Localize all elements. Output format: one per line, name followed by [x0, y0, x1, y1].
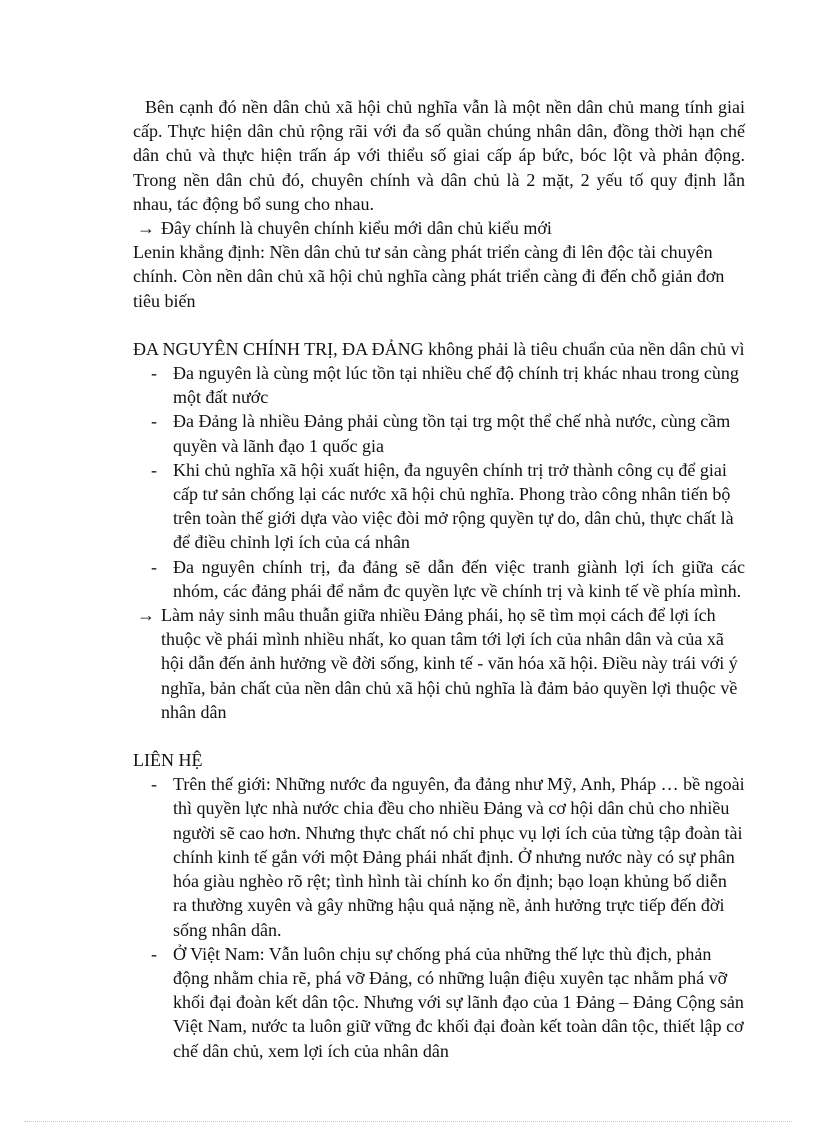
intro-paragraph: Bên cạnh đó nền dân chủ xã hội chủ nghĩa vẫn là một nền dân chủ mang tính giai cấp. Thực hiện dân chủ rộng rãi với đa số quần chúng nhân dân, đồng thời hạn chế dân chủ và thực hiện trấn áp với thiểu số giai cấp áp bức, bóc lột và phản động. Trong nền dân chủ đó, chuyên chính và dân chủ là 2 mặt, 2 yếu tố quy định lẫn nhau, tác động bổ sung cho nhau. — [133, 97, 745, 214]
dash-bullet-icon: - — [151, 556, 157, 577]
list-item-text: Trên thế giới: Những nước đa nguyên, đa đảng như Mỹ, Anh, Pháp … bề ngoài thì quyền lực nhà nước chia đều cho nhiều Đảng và cơ hội dân chủ cho nhiều người sẽ cao hơn. Nhưng thực chất nó chỉ phục vụ lợi ích của từng tập đoàn tài chính kinh tế gắn với một Đảng phái nhất định. Ở nhưng nước này có sự phân hóa giàu nghèo rõ rệt; tình hình tài chính ko ổn định; bạo loạn khủng bố diễn ra thường xuyên và gây những hậu quả nặng nề, ảnh hưởng trực tiếp đến đời sống nhân dân. — [173, 774, 745, 940]
list-item — [133, 409, 745, 457]
multiparty-list — [133, 361, 745, 603]
list-item-text: Ở Việt Nam: Vẫn luôn chịu sự chống phá của những thế lực thù địch, phản động nhằm chia rẽ, phá vỡ Đảng, có những luận điệu xuyên tạc nhằm phá vỡ khối đại đoàn kết dân tộc. Nhưng với sự lãnh đạo của 1 Đảng – Đảng Cộng sản Việt Nam, nước ta luôn giữ vững đc khối đại đoàn kết toàn dân tộc, thiết lập cơ chế dân chủ, xem lợi ích của nhân dân — [173, 943, 744, 1061]
list-item-text: Đa nguyên chính trị, đa đảng sẽ dẫn đến việc tranh giành lợi ích giữa các nhóm, các đảng phái để nắm đc quyền lực về chính trị và kinh tế về phía mình. — [173, 556, 745, 601]
list-item-text: Khi chủ nghĩa xã hội xuất hiện, đa nguyên chính trị trở thành công cụ để giai cấp tư sản chống lại các nước xã hội chủ nghĩa. Phong trào công nhân tiến bộ trên toàn thế giới dựa vào việc đòi mở rộng quyền tự do, dân chủ, thực chất là để điều chỉnh lợi ích của cá nhân — [173, 459, 734, 553]
arrow-icon: → — [137, 605, 155, 626]
list-item — [133, 942, 745, 1063]
list-item-text: Đa nguyên là cùng một lúc tồn tại nhiều chế độ chính trị khác nhau trong cùng một đất nước — [173, 363, 739, 408]
conclusion-text-1: Đây chính là chuyên chính kiểu mới dân chủ kiểu mới — [161, 218, 552, 239]
lenin-paragraph: Lenin khẳng định: Nền dân chủ tư sản càng phát triển càng đi lên độc tài chuyên chính. Còn nền dân chủ xã hội chủ nghĩa càng phát triển càng đi đến chỗ giản đơn tiêu biến — [133, 242, 725, 311]
list-item-text: Đa Đảng là nhiều Đảng phải cùng tồn tại trg một thể chế nhà nước, cùng cầm quyền và lãnh đạo 1 quốc gia — [173, 411, 731, 456]
dash-bullet-icon: - — [151, 411, 157, 432]
section-heading-relation: LIÊN HỆ — [133, 750, 203, 771]
dash-bullet-icon: - — [151, 774, 157, 795]
list-item — [133, 361, 745, 409]
spacer — [133, 313, 745, 337]
dash-bullet-icon: - — [151, 363, 157, 384]
document-page — [133, 95, 745, 1063]
relation-list — [133, 772, 745, 1062]
conclusion-line-1 — [133, 216, 745, 240]
list-item — [133, 772, 745, 941]
conclusion-line-2 — [133, 603, 745, 724]
section-heading-multiparty: ĐA NGUYÊN CHÍNH TRỊ, ĐA ĐẢNG không phải là tiêu chuẩn của nền dân chủ vì — [133, 338, 745, 359]
list-item — [133, 555, 745, 603]
dash-bullet-icon: - — [151, 459, 157, 480]
conclusion-text-2: Làm nảy sinh mâu thuẫn giữa nhiều Đảng phái, họ sẽ tìm mọi cách để lợi ích thuộc về phái mình nhiều nhất, ko quan tâm tới lợi ích của nhân dân và của xã hội dẫn đến ảnh hưởng về đời sống, kinh tế - văn hóa xã hội. Điều này trái với ý nghĩa, bản chất của nền dân chủ xã hội chủ nghĩa là đảm bảo quyền lợi thuộc về nhân dân — [161, 605, 738, 722]
spacer — [133, 724, 745, 748]
dash-bullet-icon: - — [151, 943, 157, 964]
arrow-icon: → — [137, 218, 155, 239]
list-item — [133, 458, 745, 555]
page-bottom-divider — [24, 1121, 792, 1122]
